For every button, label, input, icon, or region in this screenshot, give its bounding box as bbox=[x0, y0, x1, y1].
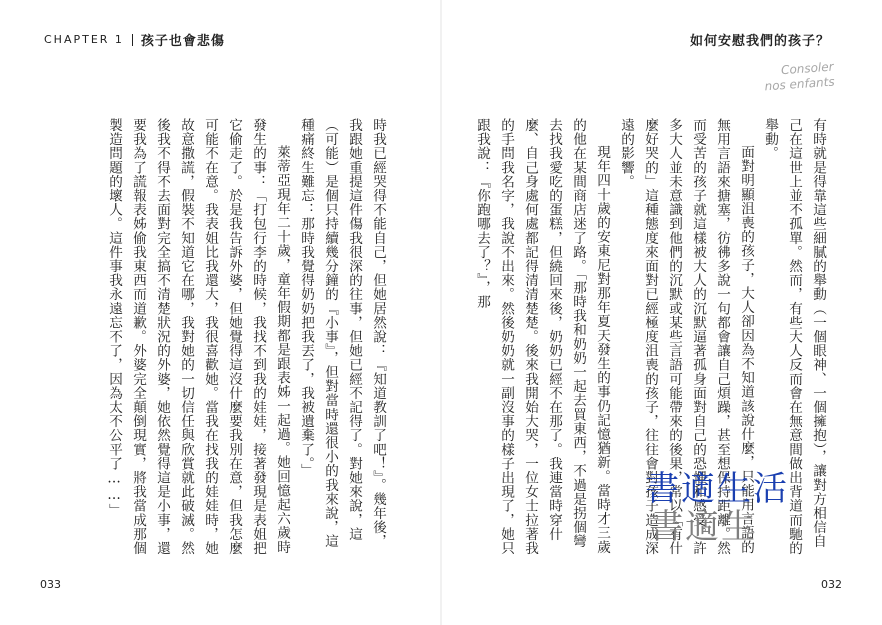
brand-line-2: nos enfants bbox=[763, 74, 835, 94]
paragraph: 有時就是得靠這些細膩的舉動（一個眼神、一個擁抱），讓對方相信自己在這世上並不孤單。然而，有些大人反而會在無意間做出背道而馳的舉動。 bbox=[762, 118, 826, 556]
paragraph: 萊蒂亞現年二十歲，童年假期都是跟表姊一起過。她回憶起六歲時發生的事：「打包行李的時候，我找不到我的娃娃，接著發現是表姐把它偷走了。於是我告訴外婆，但她覺得這沒什麼要我別在意，但我怎麼可能不在意。我表姐比我還大，我很喜歡她。當我在找我的娃娃時，她故意撒謊，假裝不知道它在哪，我對她的一切信任與欣賞就此破滅。然後我不得不去面對完全搞不清楚狀況的外婆，她依然覺得這是小事，還要我為了謊報表姊偷我東西而道歉。外婆完全顛倒現實，將我當成那個製造問題的壞人。這件事我永遠忘不了，因為太不公平了……」 bbox=[106, 118, 290, 556]
running-header-left bbox=[44, 30, 225, 49]
paragraph: 時我已經哭得不能自己，但她居然說：『知道教訓了吧！』。幾年後，我跟她重提這件傷我很深的往事，但她已經不記得了。對她來說，這（可能）是個只持續幾分鐘的『小事』，但對當時還很小的我來說，這種痛終生難忘：那時我覺得奶奶把我丟了，我被遺棄了。」 bbox=[298, 118, 386, 549]
brand-line-1: Consoler bbox=[780, 59, 834, 78]
brand-logo bbox=[763, 60, 835, 95]
left-page-body bbox=[80, 118, 390, 558]
running-header-right: 如何安慰我們的孩子？ bbox=[689, 34, 830, 49]
watermark-line-2: 書適生 bbox=[649, 507, 757, 547]
watermark-line-1: 書適生活 bbox=[645, 469, 789, 509]
chapter-title: 孩子也會悲傷 bbox=[140, 34, 225, 49]
page-number-right: 032 bbox=[821, 578, 842, 591]
page-number-left: 033 bbox=[40, 578, 61, 591]
paragraph: 現年四十歲的安東尼對那年夏天發生的事仍記憶猶新。當時才三歲的他在某間商店迷了路。「那時我和奶奶一起去買東西，不過是拐個彎去找我愛吃的蛋糕，但繞回來後，奶奶已經不在那了。我連當時穿什麼、自己身處何處都記得清清楚楚。後來我開始大哭，一位女士拉著我的手問我名字，我說不出來。然後奶奶就一副沒事的樣子出現了，她只跟我說：『你跑哪去了？』，那 bbox=[474, 118, 610, 556]
paragraph: 面對明顯沮喪的孩子，大人卻因為不知道該說什麼，只能用言語的無用言語來搪塞，彷彿多說一句都會讓自己煩躁，甚至想保持距離。然而受苦的孩子就這樣被大人的沉默逼著孤身面對自己的恐懼和感受。許多大人並未意識到他們的沉默或某些言語可能帶來的後果，常以「有什麼好哭的」這種態度來面對已經極度沮喪的孩子，往往會對孩子造成深遠的影響。 bbox=[618, 118, 754, 556]
gutter bbox=[440, 0, 442, 625]
watermark bbox=[645, 469, 789, 547]
chapter-label: CHAPTER 1 bbox=[44, 33, 124, 46]
header-divider bbox=[132, 34, 133, 46]
